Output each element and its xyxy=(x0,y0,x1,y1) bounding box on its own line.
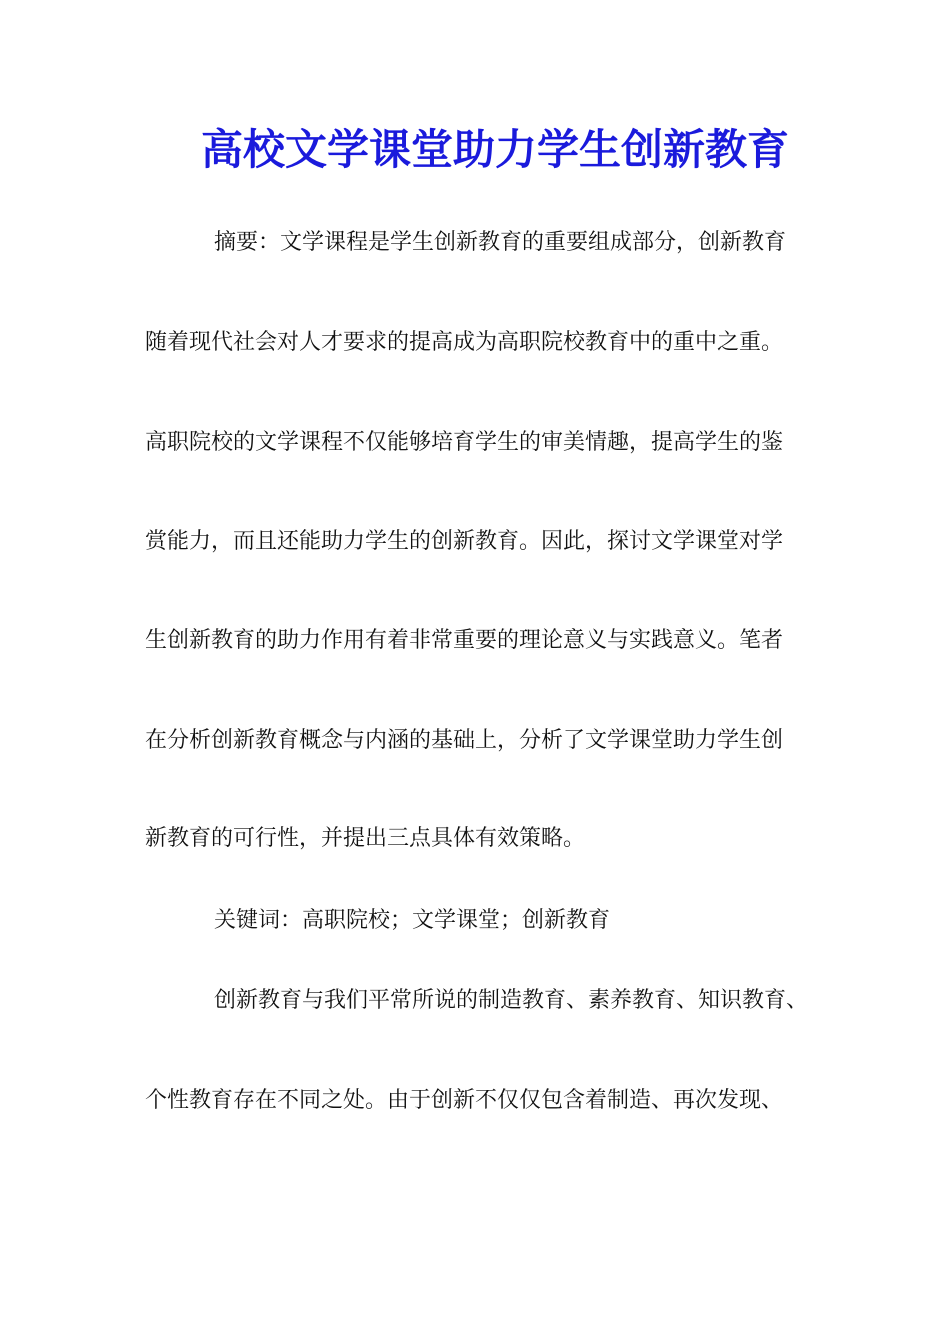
abstract-line: 新教育的可行性，并提出三点具体有效策略。 xyxy=(145,826,586,851)
document-title: 高校文学课堂助力学生创新教育 xyxy=(200,125,789,174)
body-line: 创新教育与我们平常所说的制造教育、素养教育、知识教育、 xyxy=(214,988,809,1013)
abstract-line: 随着现代社会对人才要求的提高成为高职院校教育中的重中之重。 xyxy=(145,330,784,355)
keywords-line: 关键词：高职院校；文学课堂；创新教育 xyxy=(214,908,611,933)
abstract-line: 生创新教育的助力作用有着非常重要的理论意义与实践意义。笔者 xyxy=(145,628,784,653)
abstract-line: 高职院校的文学课程不仅能够培育学生的审美情趣，提高学生的鉴 xyxy=(145,430,784,455)
abstract-line: 摘要：文学课程是学生创新教育的重要组成部分，创新教育 xyxy=(214,230,787,255)
abstract-line: 赏能力，而且还能助力学生的创新教育。因此，探讨文学课堂对学 xyxy=(145,529,784,554)
abstract-line: 在分析创新教育概念与内涵的基础上，分析了文学课堂助力学生创 xyxy=(145,728,784,753)
body-line: 个性教育存在不同之处。由于创新不仅仅包含着制造、再次发现、 xyxy=(145,1088,784,1113)
